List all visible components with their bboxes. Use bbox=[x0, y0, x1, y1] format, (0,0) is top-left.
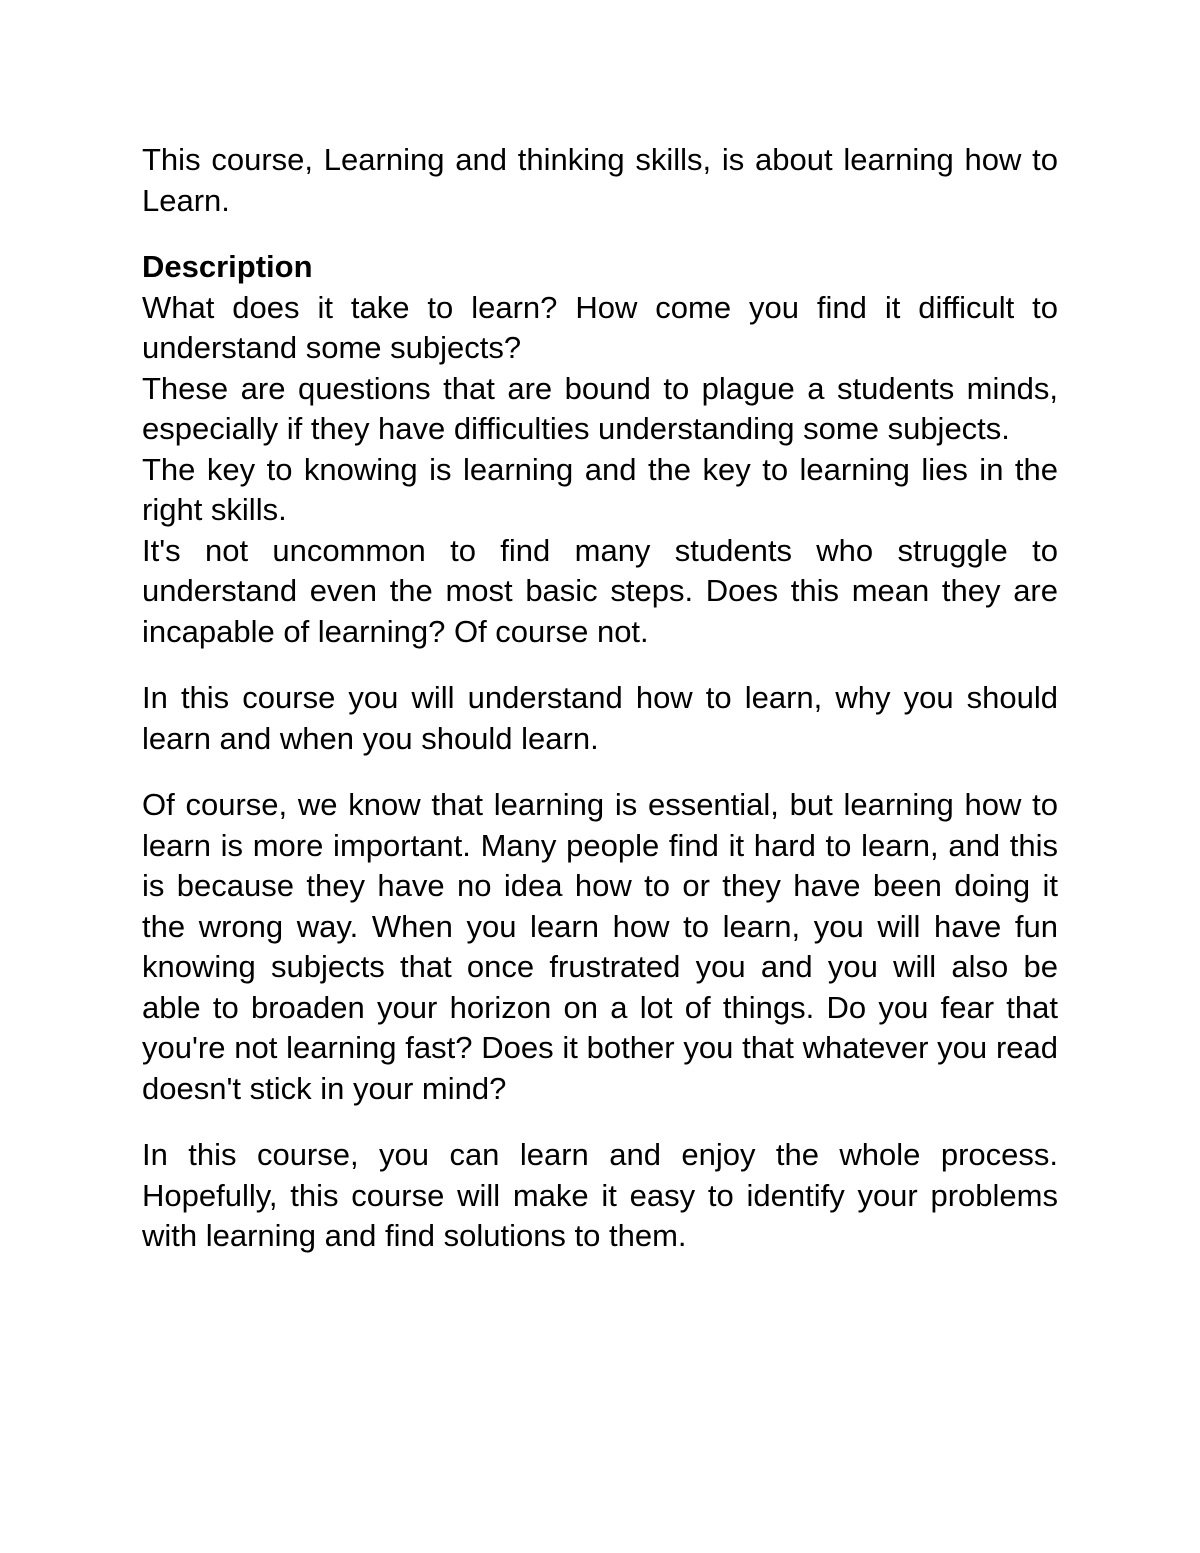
intro-paragraph: This course, Learning and thinking skills, is about learning how to Learn. bbox=[142, 142, 1058, 218]
paragraph-6: Of course, we know that learning is essential, but learning how to learn is more important. Many people find it hard to learn, and this is because they have no idea how to or they have been doing it the wrong way. When you learn how to learn, you will have fun knowing subjects that once frustrated you and you will also be able to broaden your horizon on a lot of things. Do you fear that you're not learning fast? Does it bother you that whatever you read doesn't stick in your mind? bbox=[142, 787, 1058, 1106]
paragraph-5: In this course you will understand how to learn, why you should learn and when you should learn. bbox=[142, 680, 1058, 756]
document-page bbox=[142, 140, 1058, 1257]
paragraph-4: It's not uncommon to find many students who struggle to understand even the most basic steps. Does this mean they are incapable of learning? Of course not. bbox=[142, 532, 1058, 649]
paragraph-3: The key to knowing is learning and the key to learning lies in the right skills. bbox=[142, 451, 1058, 527]
paragraph-2: These are questions that are bound to plague a students minds, especially if they have difficulties understanding some subjects. bbox=[142, 370, 1058, 446]
section-heading: Description bbox=[142, 249, 313, 284]
paragraph-7: In this course, you can learn and enjoy the whole process. Hopefully, this course will make it easy to identify your problems with learning and find solutions to them. bbox=[142, 1137, 1058, 1253]
paragraph-1: What does it take to learn? How come you find it difficult to understand some subjects? bbox=[142, 289, 1058, 365]
